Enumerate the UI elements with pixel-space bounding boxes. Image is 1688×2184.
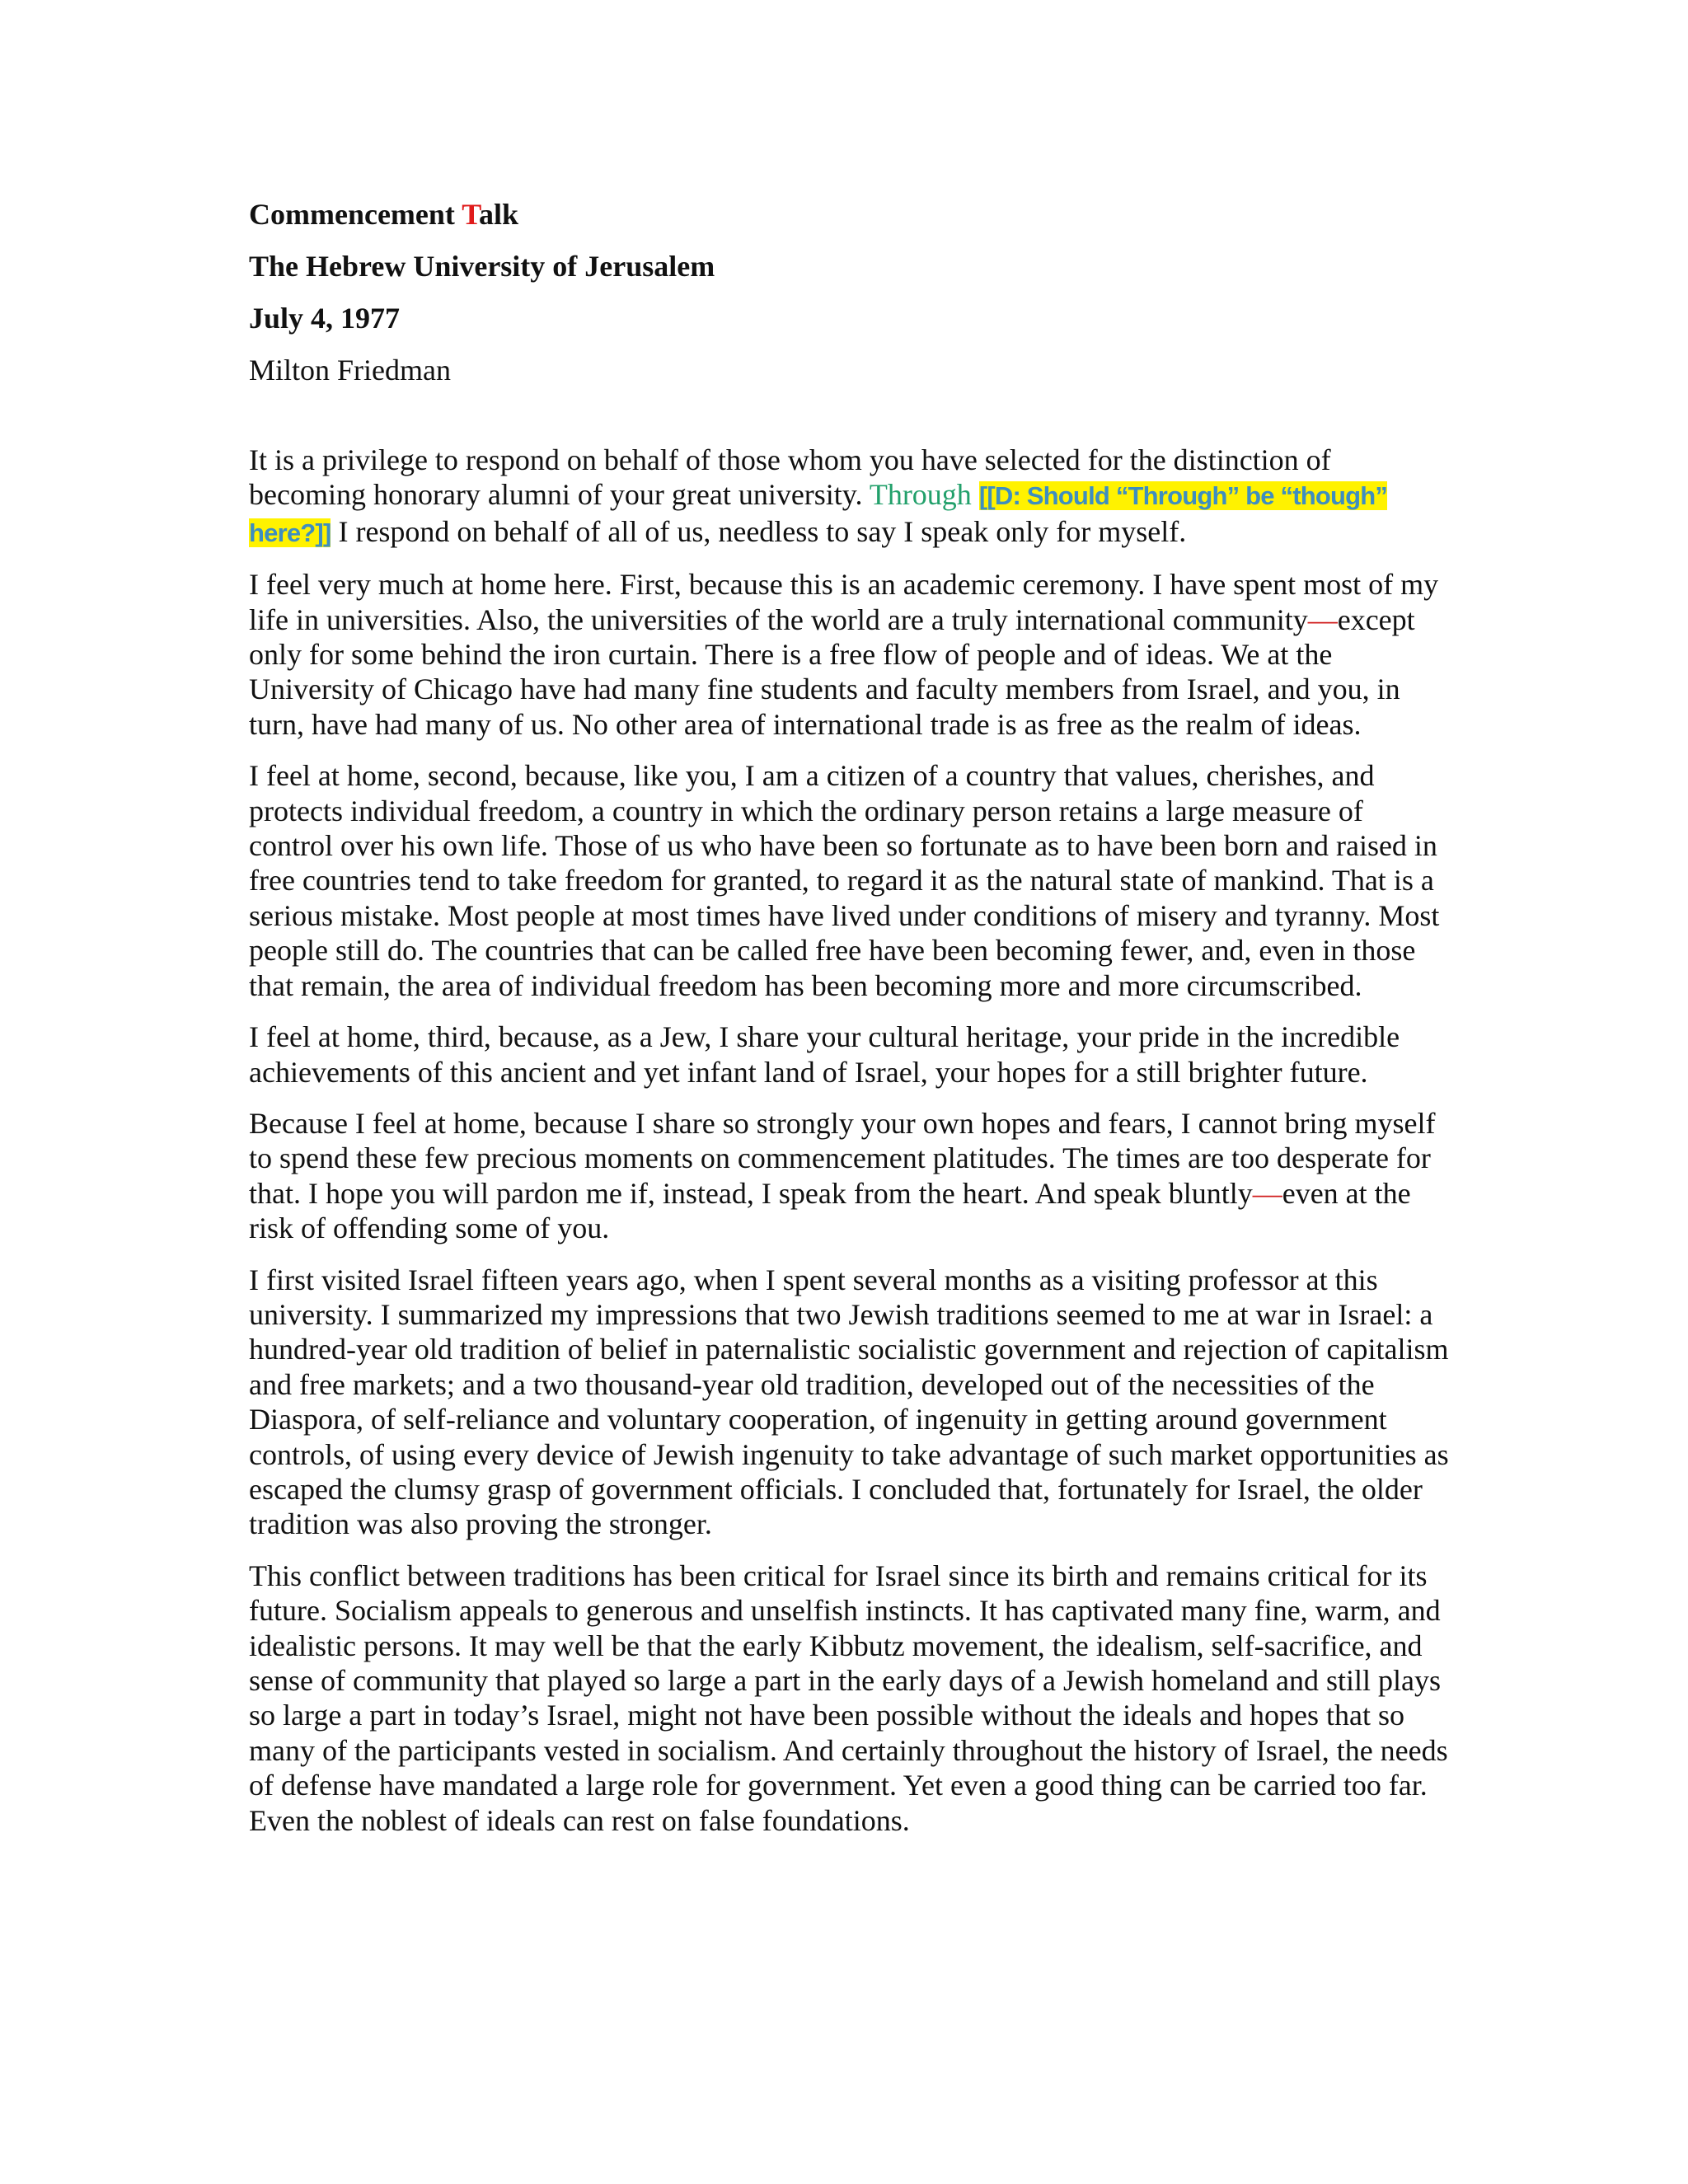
document-page [249, 196, 1452, 1854]
paragraph-2 [249, 567, 1452, 742]
document-title [249, 196, 1452, 232]
paragraph-1-text-end: I respond on behalf of all of us, needless to say I speak only for myself. [331, 514, 1187, 548]
paragraph-5 [249, 1106, 1452, 1246]
paragraph-6: I first visited Israel fifteen years ago, when I spent several months as a visiting professor at this university. I summarized my impressions that two Jewish traditions seemed to me at war in Israel: a hundred-year old tradition of belief in paternalistic socialistic government and rejection of capitalism and free markets; and a two thousand-year old tradition, developed out of the necessities of the Diaspora, of self-reliance and voluntary cooperation, of ingenuity in getting around government controls, of using every device of Jewish ingenuity to take advantage of such market opportunities as escaped the clumsy grasp of government officials. I concluded that, fortunately for Israel, the older tradition was also proving the stronger. [249, 1263, 1449, 1541]
author-name: Milton Friedman [249, 354, 451, 387]
paragraph-1-text-start: It is a privilege to respond on behalf of those whom you have selected for the distinction of becoming honorary alumni of your great university. [249, 443, 1331, 512]
paragraph-4: I feel at home, third, because, as a Jew, I share your cultural heritage, your pride in the incredible achievements of this ancient and yet infant land of Israel, your hopes for a still brighter future. [249, 1020, 1400, 1089]
paragraph-5-text-start: Because I feel at home, because I share so strongly your own hopes and fears, I cannot bring myself to spend these few precious moments on commencement platitudes. The times are too desperate for that. I hope you will pardon me if, instead, I speak from the heart. And speak bluntly [249, 1106, 1436, 1210]
paragraph-1 [249, 443, 1452, 551]
paragraph-7: This conflict between traditions has been critical for Israel since its birth and remains critical for its future. Socialism appeals to generous and unselfish instincts. It has captivated many fine, warm, and idealistic persons. It may well be that the early Kibbutz movement, the idealism, self-sacrifice, and sense of community that played so large a part in the early days of a Jewish homeland and still plays so large a part in today’s Israel, might not have been possible without the ideals and hopes that so many of the participants vested in socialism. And certainly throughout the history of Israel, the needs of defense have mandated a large role for government. Yet even a good thing can be carried too far. Even the noblest of ideals can rest on false foundations. [249, 1558, 1448, 1837]
title-text-end: alk [478, 198, 519, 231]
paragraph-2-text-end: except only for some behind the iron curtain. There is a free flow of people and of ideas. We at the University of Chicago have had many fine students and faculty members from Israel, and you, in turn, have had many of us. No other area of international trade is as free as the realm of ideas. [249, 602, 1415, 741]
date-heading: July 4, 1977 [249, 302, 401, 335]
paragraph-2-text-start: I feel very much at home here. First, because this is an academic ceremony. I have spent most of my life in universities. Also, the universities of the world are a truly international community [249, 568, 1439, 636]
edited-em-dash: — [1252, 1176, 1282, 1210]
institution-heading: The Hebrew University of Jerusalem [249, 250, 715, 283]
edited-word: Through [869, 478, 972, 512]
title-edited-letter: T [462, 198, 479, 231]
editor-comment: [[D: Should “Through” be “though” here?]] [249, 481, 1388, 547]
title-text-start: Commencement [249, 198, 462, 231]
paragraph-5-text-end: even at the risk of offending some of you. [249, 1176, 1411, 1245]
paragraph-3: I feel at home, second, because, like you, I am a citizen of a country that values, cherishes, and protects individual freedom, a country in which the ordinary person retains a large measure of control over his own life. Those of us who have been so fortunate as to have been born and raised in free countries tend to take freedom for granted, to regard it as the natural state of mankind. That is a serious mistake. Most people at most times have lived under conditions of misery and tyranny. Most people still do. The countries that can be called free have been becoming fewer, and, even in those that remain, the area of individual freedom has been becoming more and more circumscribed. [249, 759, 1440, 1002]
edited-em-dash: — [1307, 602, 1338, 636]
